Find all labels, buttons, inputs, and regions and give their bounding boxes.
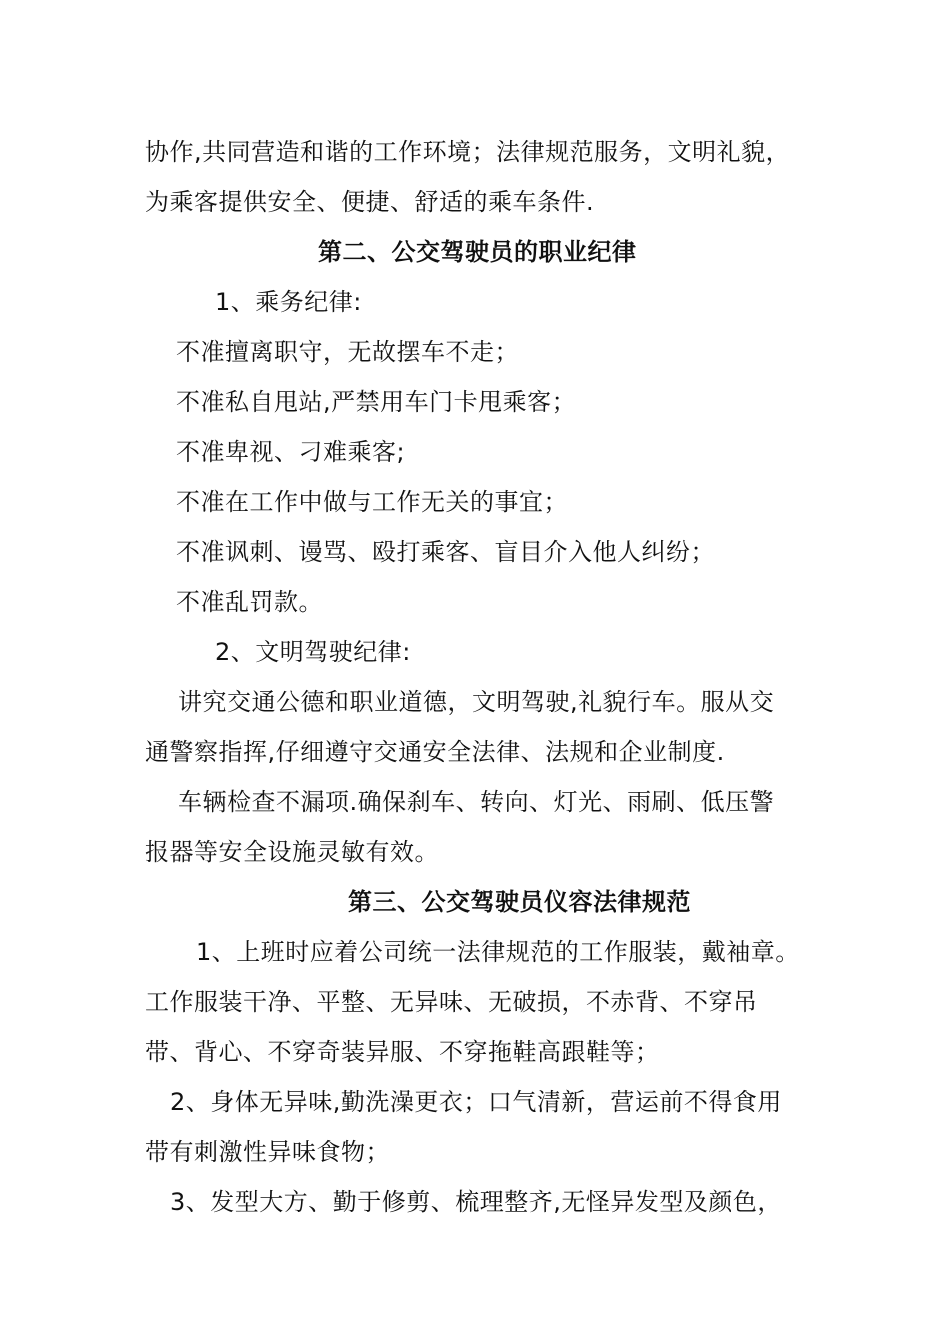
rule-item: 不准在工作中做与工作无关的事宜； [176,488,568,516]
paragraph-line: 协作,共同营造和谐的工作环境；法律规范服务，文明礼貌， [145,138,791,166]
rule-item: 不准乱罚款。 [176,588,323,616]
paragraph-line: 2、身体无异味,勤洗澡更衣；口气清新，营运前不得食用 [170,1088,782,1116]
paragraph-line: 为乘客提供安全、便捷、舒适的乘车条件. [145,188,595,216]
paragraph-line: 工作服装干净、平整、无异味、无破损，不赤背、不穿吊 [145,988,758,1016]
paragraph-line: 报器等安全设施灵敏有效。 [145,838,439,866]
paragraph-line: 3、发型大方、勤于修剪、梳理整齐,无怪异发型及颜色， [170,1188,782,1216]
rule-item: 不准卑视、刁难乘客; [176,438,406,466]
paragraph-line: 讲究交通公德和职业道德，文明驾驶,礼貌行车。服从交 [178,688,775,716]
section-heading: 第三、公交驾驶员仪容法律规范 [348,888,691,916]
paragraph-line: 带有刺激性异味食物； [145,1138,390,1166]
section-heading: 第二、公交驾驶员的职业纪律 [318,238,637,266]
paragraph-line: 1、上班时应着公司统一法律规范的工作服装，戴袖章。 [196,938,800,966]
rule-item: 不准擅离职守，无故摆车不走； [176,338,519,366]
paragraph-line: 通警察指挥,仔细遵守交通安全法律、法规和企业制度. [145,738,725,766]
subheading: 1、乘务纪律: [215,288,362,316]
paragraph-line: 带、背心、不穿奇装异服、不穿拖鞋高跟鞋等； [145,1038,660,1066]
rule-item: 不准私自甩站,严禁用车门卡甩乘客； [176,388,577,416]
rule-item: 不准讽刺、谩骂、殴打乘客、盲目介入他人纠纷； [176,538,715,566]
subheading: 2、文明驾驶纪律: [215,638,411,666]
paragraph-line: 车辆检查不漏项.确保刹车、转向、灯光、雨刷、低压警 [178,788,775,816]
